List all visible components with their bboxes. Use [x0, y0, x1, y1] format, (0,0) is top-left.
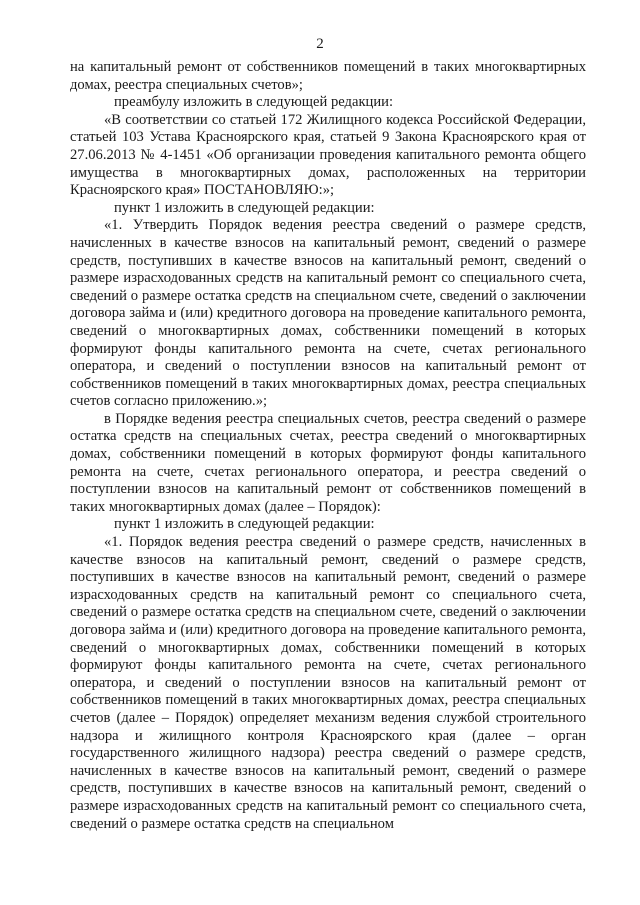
paragraph-procedure-point1-text: «1. Порядок ведения реестра сведений о размере средств, начисленных в качестве взносов на капитальный ремонт, сведений о размере средств, поступивших в качестве взносов на капитальный ремонт, сведений о размере израсходованных средств на капитальный ремонт со специального счета, сведений о размере остатка средств на специальном счете, сведений о заключении договора займа и (или) кредитного договора на проведение капитального ремонта, сведений о многоквартирных домах, собственники помещений в которых формируют фонды капитального ремонта на счете, счетах регионального оператора, и сведений о поступлении взносов на капитальный ремонт от собственников помещений в таких многоквартирных домах, реестра специальных счетов (далее – Порядок) определяет механизм ведения службой строительного надзора и жилищного контроля Красноярского края (далее – орган государственного жилищного надзора) реестра сведений о размере средств, начисленных в качестве взносов на капитальный ремонт, сведений о размере средств, поступивших в качестве взносов на капитальный ремонт, сведений о размере израсходованных средств на капитальный ремонт со специального счета, сведений о размере остатка средств на специальном — [70, 534, 586, 832]
paragraph-point1-instruction: пункт 1 изложить в следующей редакции: — [114, 199, 375, 216]
paragraph-continuation: на капитальный ремонт от собственников помещений в таких многоквартирных домах, реестра специальных счетов»; — [70, 59, 586, 93]
paragraph-preamble-text: «В соответствии со статьей 172 Жилищного кодекса Российской Федерации, статьей 103 Устава Красноярского края, статьей 9 Закона Красноярского края от 27.06.2013 № 4-1451 «Об организации проведения капитального ремонта общего имущества в многоквартирных домах, расположенных на территории Красноярского края» ПОСТАНОВЛЯЮ:»; — [70, 111, 586, 199]
paragraph-point1-text: «1. Утвердить Порядок ведения реестра сведений о размере средств, начисленных в качестве взносов на капитальный ремонт, сведений о размере средств, поступивших в качестве взносов на капитальный ремонт, сведений о размере израсходованных средств на капитальный ремонт со специального счета, сведений о размере остатка средств на специальном счете, сведений о заключении договора займа и (или) кредитного договора на проведение капитального ремонта, сведений о многоквартирных домах, собственники помещений в которых формируют фонды капитального ремонта на счете, счетах регионального оператора, и сведений о поступлении взносов на капитальный ремонт от собственников помещений в таких многоквартирных домах, реестра специальных счетов согласно приложению.»; — [70, 217, 586, 410]
paragraph-procedure-intro: в Порядке ведения реестра специальных счетов, реестра сведений о размере остатка средств на специальных счетах, реестра сведений о многоквартирных домах, собственники помещений в которых формируют фонды капитального ремонта на счете, счетах регионального оператора, и реестра сведений о поступлении взносов на капитальный ремонт от собственников помещений в таких многоквартирных домах (далее – Порядок): — [70, 410, 586, 515]
paragraph-preamble-instruction: преамбулу изложить в следующей редакции: — [114, 94, 394, 111]
page-number: 2 — [316, 36, 324, 52]
document-body — [70, 59, 586, 833]
paragraph-procedure-point1-instruction: пункт 1 изложить в следующей редакции: — [114, 516, 375, 533]
